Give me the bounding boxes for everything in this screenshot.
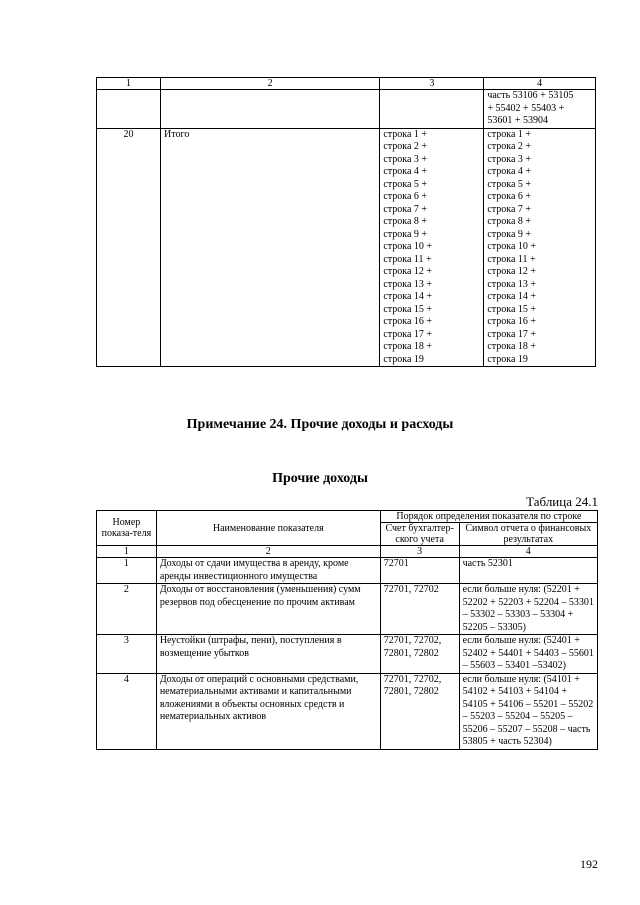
formula-line: строка 18 + (487, 341, 537, 352)
header-cell: 1 (97, 78, 161, 90)
summary-table (96, 77, 596, 367)
table-row (97, 558, 598, 584)
formula-line: строка 19 (487, 353, 528, 365)
section-title: Прочие доходы (272, 471, 368, 486)
formula-line: строка 17 + (487, 328, 537, 340)
header-cell: Номер показа-теля (97, 511, 157, 546)
formula-line: строка 12 + (487, 266, 537, 277)
formula-line: строка 17 + (383, 328, 433, 340)
row-name: Доходы от восстановления (уменьшения) сумм резервов под обесценение по прочим активам (156, 584, 380, 635)
formula-line: строка 16 + (487, 316, 537, 327)
formula-line: строка 11 + (383, 253, 432, 265)
symbol-cell: если больше нуля: (52401 + 52402 + 54401 + 54403 – 55601 – 55603 – 53401 –53402) (459, 635, 597, 674)
formula-line: часть 53106 + 53105 (487, 90, 574, 101)
formula-line: строка 6 + (487, 191, 532, 202)
table-cell (161, 90, 380, 129)
symbol-cell: если больше нуля: (54101 + 54102 + 54103 + 54104 + 54105 + 54106 – 55201 – 55202 – 55203 – 55204 – 55205 – 55206 – 55207 – 55208 – часть 53805 + часть 52304) (459, 673, 597, 749)
formula-line: строка 14 + (383, 291, 433, 302)
account-cell: 72701, 72702 (380, 584, 459, 635)
formula-line: строка 15 + (383, 303, 433, 315)
formula-line: строка 7 + (383, 203, 428, 215)
formula-line: строка 5 + (487, 178, 532, 190)
table-row (97, 584, 598, 635)
symbol-cell: если больше нуля: (52201 + 52202 + 52203 + 52204 – 53301 – 53302 – 53303 – 53304 + 52205 – 53305) (459, 584, 597, 635)
header-cell: Символ отчета о финансовых результатах (459, 523, 597, 546)
header-cell: 2 (161, 78, 380, 90)
header-cell: Порядок определения показателя по строке (380, 511, 597, 523)
account-cell: 72701, 72702, 72801, 72802 (380, 673, 459, 749)
table-header-row (97, 511, 598, 523)
formula-cell (484, 128, 596, 367)
header-cell: 1 (97, 546, 157, 558)
formula-cell (380, 128, 484, 367)
header-cell: 2 (156, 546, 380, 558)
formula-line: строка 10 + (383, 241, 433, 252)
formula-line: строка 11 + (487, 253, 536, 265)
formula-line: строка 5 + (383, 178, 428, 190)
formula-line: строка 12 + (383, 266, 433, 277)
formula-line: строка 10 + (487, 241, 537, 252)
table-cell (380, 90, 484, 129)
formula-line: строка 16 + (383, 316, 433, 327)
formula-line: строка 9 + (487, 228, 532, 240)
formula-line: строка 3 + (487, 153, 532, 165)
row-number: 3 (97, 635, 157, 674)
header-cell: Счет бухгалтер-ского учета (380, 523, 459, 546)
formula-line: строка 13 + (383, 278, 433, 290)
formula-line: строка 9 + (383, 228, 428, 240)
formula-line: строка 19 (383, 353, 424, 365)
row-number: 2 (97, 584, 157, 635)
formula-line: строка 8 + (383, 216, 428, 227)
header-cell: 3 (380, 78, 484, 90)
other-income-table (96, 510, 598, 750)
formula-line: строка 4 + (487, 166, 532, 177)
account-cell: 72701, 72702, 72801, 72802 (380, 635, 459, 674)
header-cell: Наименование показателя (156, 511, 380, 546)
formula-line: 53601 + 53904 (487, 115, 548, 126)
account-cell: 72701 (380, 558, 459, 584)
column-number-row (97, 546, 598, 558)
formula-line: строка 15 + (487, 303, 537, 315)
table-cell (97, 90, 161, 129)
row-name: Неустойки (штрафы, пени), поступления в возмещение убытков (156, 635, 380, 674)
page-number: 192 (580, 857, 598, 871)
row-name: Итого (161, 128, 380, 367)
formula-line: строка 13 + (487, 278, 537, 290)
symbol-cell: часть 52301 (459, 558, 597, 584)
row-number: 1 (97, 558, 157, 584)
formula-cell (484, 90, 596, 129)
row-number: 20 (97, 128, 161, 367)
formula-line: строка 3 + (383, 153, 428, 165)
row-name: Доходы от операций с основными средствами, нематериальными активами и капитальными вложениями в объекты основных средств и нематериальных активов (156, 673, 380, 749)
table-row (97, 128, 596, 367)
table-label: Таблица 24.1 (526, 494, 598, 509)
formula-line: строка 18 + (383, 341, 433, 352)
table-row (97, 673, 598, 749)
note-title: Примечание 24. Прочие доходы и расходы (186, 417, 454, 432)
formula-line: строка 14 + (487, 291, 537, 302)
row-number: 4 (97, 673, 157, 749)
table-row (97, 90, 596, 129)
formula-line: строка 8 + (487, 216, 532, 227)
formula-line: строка 2 + (383, 141, 428, 152)
formula-line: строка 7 + (487, 203, 532, 215)
table-header-row (97, 78, 596, 90)
formula-line: строка 1 + (383, 128, 428, 140)
formula-line: строка 2 + (487, 141, 532, 152)
table-row (97, 635, 598, 674)
formula-line: + 55402 + 55403 + (487, 102, 565, 114)
formula-line: строка 6 + (383, 191, 428, 202)
header-cell: 4 (459, 546, 597, 558)
formula-line: строка 4 + (383, 166, 428, 177)
formula-line: строка 1 + (487, 128, 532, 140)
header-cell: 4 (484, 78, 596, 90)
header-cell: 3 (380, 546, 459, 558)
row-name: Доходы от сдачи имущества в аренду, кроме аренды инвестиционного имущества (156, 558, 380, 584)
